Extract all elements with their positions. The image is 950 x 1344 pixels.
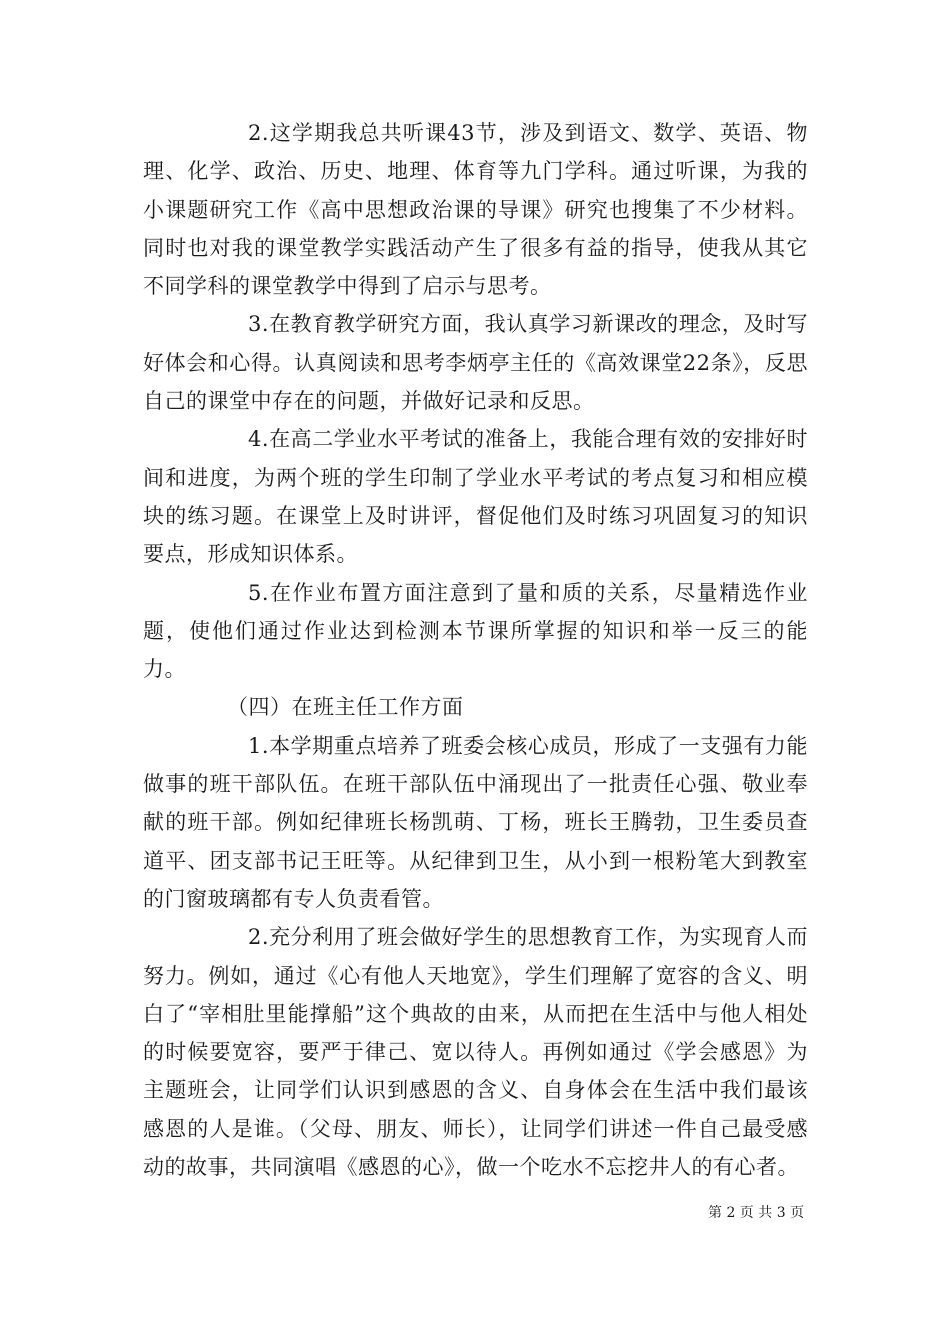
section-heading: （四）在班主任工作方面	[227, 695, 464, 720]
page-number-footer: 第 2 页 共 3 页	[708, 1205, 805, 1221]
paragraph-item-4: 4.在高二学业水平考试的准备上，我能合理有效的安排好时间和进度，为两个班的学生印制了学业水平考试的考点复习和相应模块的练习题。在课堂上及时讲评，督促他们及时练习巩固复习的知识要点，形成知识体系。	[143, 427, 808, 567]
paragraph-item-5: 5.在作业布置方面注意到了量和质的关系，尽量精选作业题，使他们通过作业达到检测本节课所掌握的知识和举一反三的能力。	[143, 580, 808, 682]
section-paragraph-2: 2.充分利用了班会做好学生的思想教育工作，为实现育人而努力。例如，通过《心有他人天地宽》，学生们理解了宽容的含义、明白了“宰相肚里能撑船”这个典故的由来，从而把在生活中与他人相处的时候要宽容，要严于律己、宽以待人。再例如通过《学会感恩》为主题班会，让同学们认识到感恩的含义、自身体会在生活中我们最该感恩的人是谁。（父母、朋友、师长），让同学们讲述一件自己最受感动的故事，共同演唱《感恩的心》，做一个吃水不忘挖井人的有心者。	[143, 925, 808, 1180]
paragraph-item-2: 2.这学期我总共听课43节，涉及到语文、数学、英语、物理、化学、政治、历史、地理、体育等九门学科。通过听课，为我的小课题研究工作《高中思想政治课的导课》研究也搜集了不少材料。同时也对我的课堂教学实践活动产生了很多有益的指导，使我从其它不同学科的课堂教学中得到了启示与思考。	[143, 121, 808, 299]
document-body	[143, 114, 808, 1186]
paragraph-item-3: 3.在教育教学研究方面，我认真学习新课改的理念，及时写好体会和心得。认真阅读和思考李炳亭主任的《高效课堂22条》，反思自己的课堂中存在的问题，并做好记录和反思。	[143, 312, 808, 414]
section-paragraph-1: 1.本学期重点培养了班委会核心成员，形成了一支强有力能做事的班干部队伍。在班干部队伍中涌现出了一批责任心强、敬业奉献的班干部。例如纪律班长杨凯萌、丁杨，班长王腾勃，卫生委员查道平、团支部书记王旺等。从纪律到卫生，从小到一根粉笔大到教室的门窗玻璃都有专人负责看管。	[143, 733, 808, 911]
